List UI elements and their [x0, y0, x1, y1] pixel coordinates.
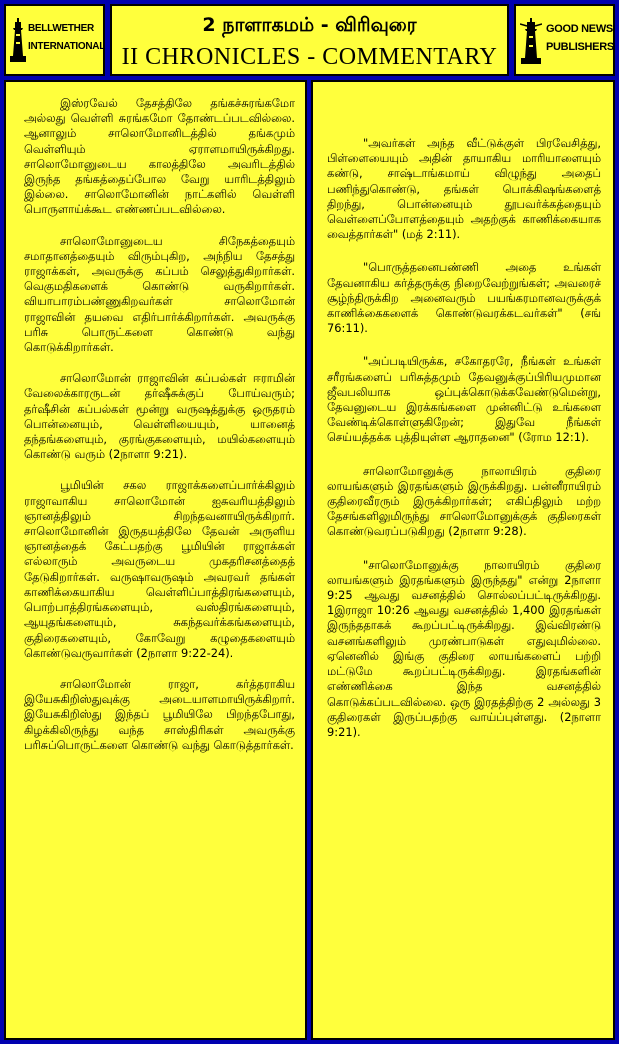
lighthouse-icon	[10, 18, 26, 62]
paragraph: "சாலொமோனுக்கு நாலாயிரம் குதிரை லாயங்களும் இரதங்களும் இருந்தது" என்று 2நாளா 9:25 ஆவது வசனத்தில் சொல்லப்பட்டிருக்கிறது. 1இராஜா 10:26 ஆவது வசனத்தில் 1,400 இரதங்கள் இருந்ததாகக் கூறப்பட்டிருக்கிறது. இவ்விரண்டு வசனங்களிலும் முரண்பாடுகள் எதுவுமில்லை. ஏனெனில் இங்கு குதிரை லாயங்களைப் பற்றி மட்டுமே கூறப்பட்டிருக்கிறது. இரதங்களின் எண்ணிக்கை இந்த வசனத்தில் கொடுக்கப்படவில்லை. ஒரு இரதத்திற்கு 2 அல்லது 3 குதிரைகள் இருப்பதற்கு வாய்ப்புள்ளது. (2நாளா 9:21).	[327, 557, 601, 739]
bellwether-logo	[4, 4, 105, 76]
title-box	[110, 4, 509, 76]
right-column	[311, 80, 615, 1040]
logo-text-left	[28, 20, 105, 56]
logo-line-1: BELLWETHER	[28, 23, 94, 34]
lighthouse-icon	[520, 18, 542, 64]
paragraph: சாலொமோனுக்கு நாலாயிரம் குதிரை லாயங்களும் இரதங்களும் இருக்கிறது. பன்னீராயிரம் குதிரைவீரரும் இருக்கிறார்கள்; எகிப்திலும் மற்ற தேசங்களிலுமிருந்து சாலொமோனுக்குக் குதிரைகள் கொண்டுவரப்படுகிறது (2நாளா 9:28).	[327, 463, 601, 539]
logo-line-2: PUBLISHERS	[546, 41, 614, 53]
paragraph: "பொருத்தனைபண்ணி அதை உங்கள் தேவனாகிய கர்த்தருக்கு நிறைவேற்றுங்கள்; அவரைச் சூழ்ந்திருக்கிற அனைவரும் பயங்கரமானவருக்குக் காணிக்கைகளைக் கொண்டுவரக்கடவர்கள்" (சங் 76:11).	[327, 260, 601, 336]
paragraph: பூமியின் சகல ராஜாக்களைப்பார்க்கிலும் ராஜாவாகிய சாலொமோன் ஐசுவரியத்திலும் ஞானத்திலும் சிறந்தவனாயிருக்கிறார். சாலொமோனின் இருதயத்திலே தேவன் அருளிய ஞானத்தைக் கேட்பதற்கு பூமியின் ராஜாக்கள் எல்லாரும் அவருடைய முகதரிசனத்தைத் தேடுகிறார்கள். வருஷாவருஷம் அவரவர் தங்கள் காணிக்கையாகிய வெள்ளிப்பாத்திரங்களையும், பொற்பாத்திரங்களையும், வஸ்திரங்களையும், ஆயுதங்களையும், சுகந்தவர்க்கங்களையும், குதிரைகளையும், கோவேறு கழுதைகளையும் கொண்டுவருவார்கள் (2நாளா 9:22-24).	[24, 478, 295, 660]
paragraph: "அப்படியிருக்க, சகோதரரே, நீங்கள் உங்கள் சரீரங்களைப் பரிசுத்தமும் தேவனுக்குப்பிரியமுமான ஜீவபலியாக ஒப்புக்கொடுக்கவேண்டுமென்று, தேவனுடைய இரக்கங்களை முன்னிட்டு உங்களை வேண்டிக்கொள்ளுகிறேன்; இதுவே நீங்கள் செய்யத்தக்க புத்தியுள்ள ஆராதனை" (ரோம 12:1).	[327, 354, 601, 445]
paragraph: சாலொமோனுடைய சிநேகத்தையும் சமாதானத்தையும் விரும்புகிற, அந்நிய தேசத்து ராஜாக்கள், அவருக்கு கப்பம் செலுத்துகிறார்கள். வெகுமதிகளைக் கொண்டு வருகிறார்கள். வியாபாரம்பண்ணுகிறவர்கள் சாலொமோன் ராஜாவின் தயவை எதிர்பார்க்கிறார்கள். அவருக்கு பரிசு பொருட்களை கொண்டு வந்து கொடுக்கிறார்கள்.	[24, 233, 295, 355]
paragraph: சாலொமோன் ராஜாவின் கப்பல்கள் ஈராமின் வேலைக்காரருடன் தர்ஷீசுக்குப் போய்வரும்; தர்ஷீசின் கப்பல்கள் மூன்று வருஷத்துக்கு ஒருதரம் பொன்னையும், வெள்ளியையும், யானைத் தந்தங்களையும், குரங்குகளையும், மயில்களையும் கொண்டு வரும் (2நாளா 9:21).	[24, 371, 295, 462]
logo-line-2: INTERNATIONAL	[28, 41, 106, 52]
good-news-logo	[514, 4, 615, 76]
paragraph: "அவர்கள் அந்த வீட்டுக்குள் பிரவேசித்து, பிள்ளையையும் அதின் தாயாகிய மாரியாளையும் கண்டு, சாஷ்டாங்கமாய் விழுந்து அதைப் பணிந்துகொண்டு, தங்கள் பொக்கிஷங்களைத் திறந்து, பொன்னையும் தூபவர்க்கத்தையும் வெள்ளைப்போளத்தையும் அதற்குக் காணிக்கையாக வைத்தார்கள்" (மத் 2:11).	[327, 136, 601, 242]
paragraph: இஸ்ரவேல் தேசத்திலே தங்கச்சுரங்கமோ அல்லது வெள்ளி சுரங்கமோ தோண்டப்படவில்லை. ஆனாலும் சாலொமோனிடத்தில் தங்கமும் வெள்ளியும் ஏராளமாயிருக்கிறது. சாலொமோனுடைய காலத்திலே அவரிடத்தில் இருந்த தங்கத்தைப்போல வேறு யாரிடத்திலும் இல்லை. சாலொமோனின் நாட்களில் வெள்ளி பொருளாய்க்கூட எண்ணப்படவில்லை.	[24, 96, 295, 217]
logo-line-1: GOOD NEWS	[546, 23, 613, 35]
left-column	[4, 80, 307, 1040]
page-title-tamil: 2 நாளாகமம் - விரிவுரை	[202, 14, 417, 36]
page-title-english: II CHRONICLES - COMMENTARY	[121, 44, 498, 70]
paragraph: சாலொமோன் ராஜா, கர்த்தராகிய இயேசுகிறிஸ்துவுக்கு அடையாளமாயிருக்கிறார். இயேசுகிறிஸ்து இந்தப் பூமியிலே பிறந்தபோது, கிழக்கிலிருந்து வந்த சாஸ்திரிகள் அவருக்கு பரிசுப்பொருட்களை கொண்டு வந்து கொடுத்தார்கள்.	[24, 676, 295, 752]
logo-text-right	[546, 20, 614, 56]
